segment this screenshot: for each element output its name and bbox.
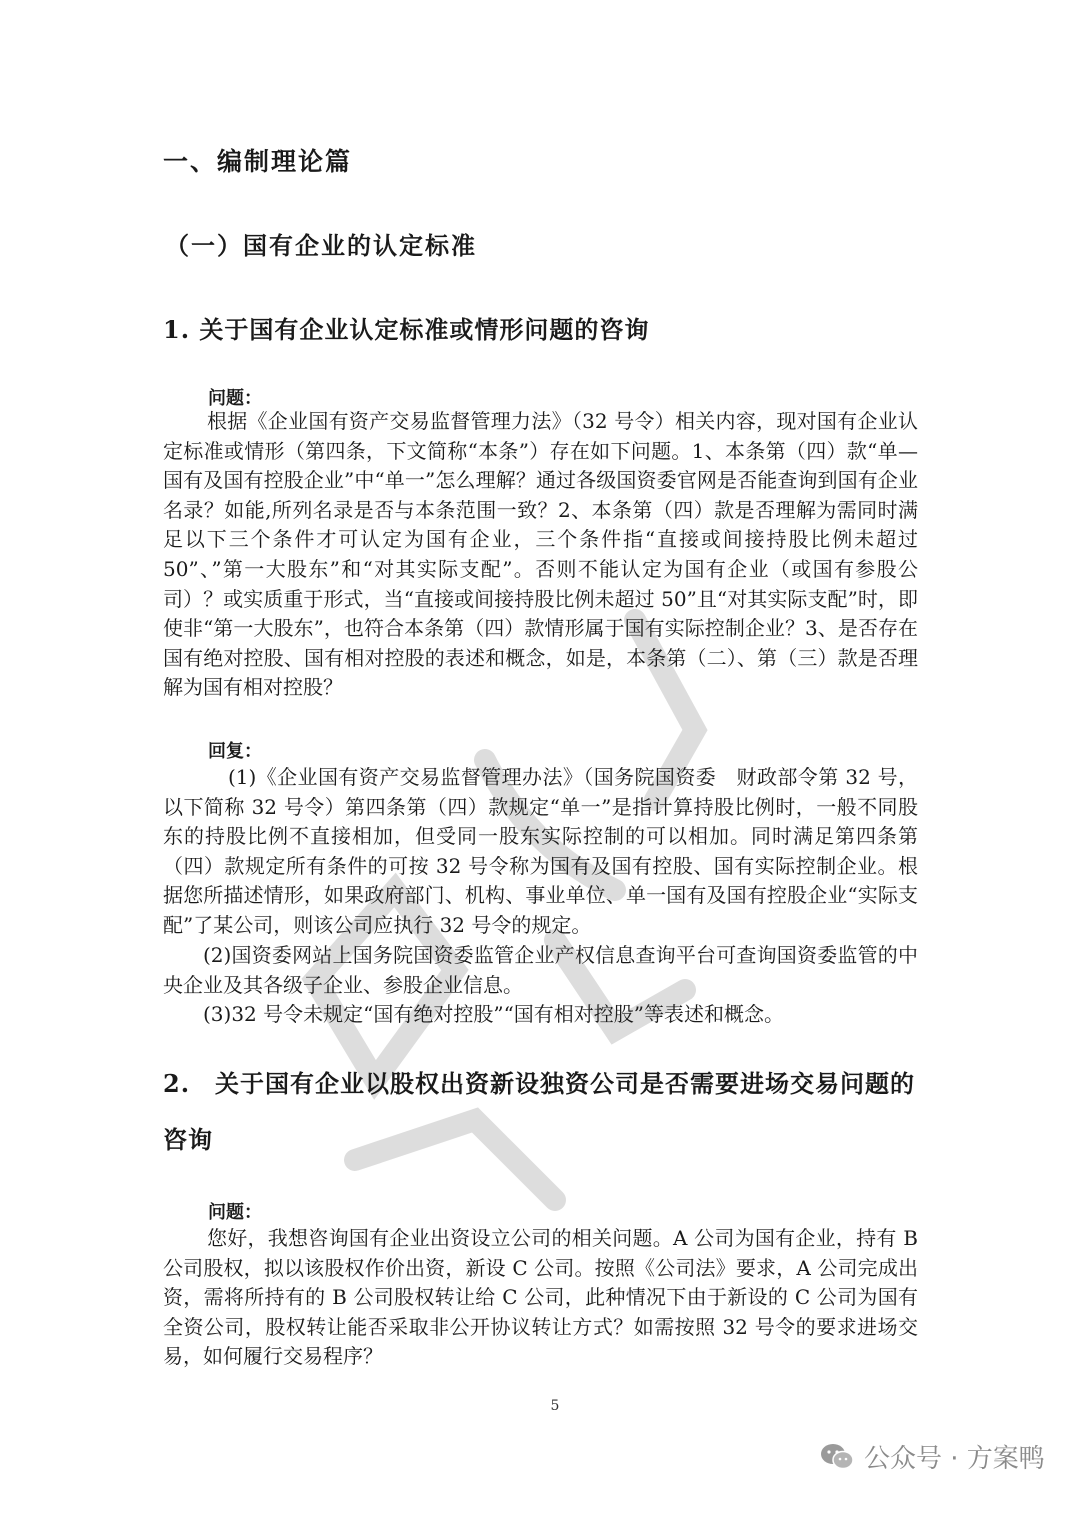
section-2-title: 2. 关于国有企业以股权出资新设独资公司是否需要进场交易问题的咨询: [163, 1069, 916, 1154]
section-1-title: 1. 关于国有企业认定标准或情形问题的咨询: [163, 315, 650, 344]
watermark-text: 公众号 · 方案鸭: [864, 1444, 1045, 1474]
section-1-question-text: 根据《企业国有资产交易监督管理力法》（32 号令）相关内容，现对国有企业认定标准或情形（第四条，下文简称“本条”）存在如下问题。1、本条第（四）款“单—国有及国有控股企业”中“单一”怎么理解？通过各级国资委官网是否能查询到国有企业名录？如能,所列名录是否与本条范围一致？2、本条第（四）款是否理解为需同时满足以下三个条件才可认定为国有企业，三个条件指“直接或间接持股比例未超过 50”、”第一大股东”和“对其实际支配”。否则不能认定为国有企业（或国有参股公司）？或实质重于形式，当“直接或间接持股比例未超过 50”且“对其实际支配”时，即使非“第一大股东”，也符合本条第（四）款情形属于国有实际控制企业？3、是否存在国有绝对控股、国有相对控股的表述和概念，如是，本条第（二）、第（三）款是否理解为国有相对控股？: [163, 409, 918, 700]
page-number: 5: [550, 1398, 560, 1414]
reply-item-3: (3)32 号令未规定“国有绝对控股”“国有相对控股”等表述和概念。: [203, 1002, 785, 1026]
section-1-question-label: 问题：: [208, 388, 262, 409]
section-2-question-label: 问题：: [208, 1202, 262, 1223]
watermark: [820, 1438, 1045, 1475]
heading-state-enterprise-criteria: （一）国有企业的认定标准: [165, 231, 477, 260]
heading-theory: 一、编制理论篇: [163, 147, 353, 176]
section-1-reply-label: 回复：: [208, 741, 262, 762]
reply-item-2: (2)国资委网站上国务院国资委监管企业产权信息查询平台可查询国资委监管的中央企业及其各级子企业、参股企业信息。: [163, 943, 918, 997]
reply-item-1: (1)《企业国有资产交易监督管理办法》（国务院国资委 财政部令第 32 号，以下简称 32 号令）第四条第（四）款规定“单一”是指计算持股比例时，一般不同股东的持股比例不直接相加，但受同一股东实际控制的可以相加。同时满足第四条第（四）款规定所有条件的可按 32 号令称为国有及国有控股、国有实际控制企业。根据您所描述情形，如果政府部门、机构、事业单位、单一国有及国有控股企业“实际支配”了某公司，则该公司应执行 32 号令的规定。: [163, 765, 918, 937]
section-2-question-text: 您好，我想咨询国有企业出资设立公司的相关问题。A 公司为国有企业，持有 B 公司股权，拟以该股权作价出资，新设 C 公司。按照《公司法》要求，A 公司完成出资，需将所持有的 B 公司股权转让给 C 公司，此种情况下由于新设的 C 公司为国有全资公司，股权转让能否采取非公开协议转让方式？如需按照 32 号令的要求进场交易，如何履行交易程序？: [163, 1226, 918, 1369]
wechat-icon: [820, 1442, 854, 1472]
